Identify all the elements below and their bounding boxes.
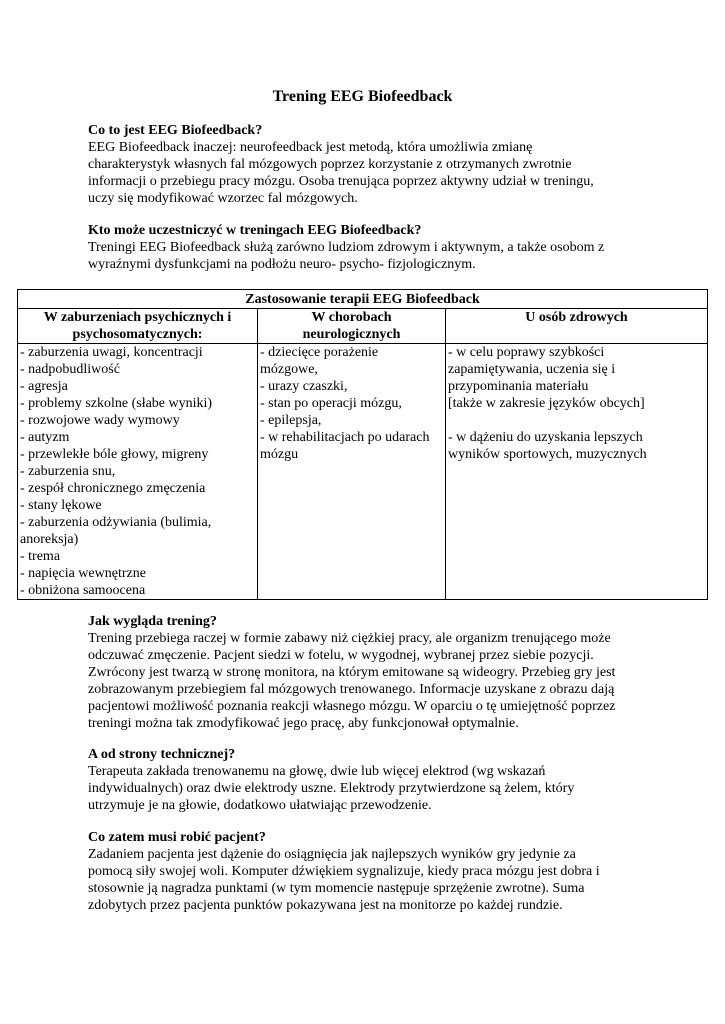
list-item: - trema <box>20 549 61 564</box>
list-item: mózgowe, <box>260 362 318 377</box>
text-line: EEG Biofeedback inaczej: neurofeedback jest metodą, która umożliwia zmianę <box>88 140 533 155</box>
text-line: Zwrócony jest twarzą w stronę monitora, na którym emitowane są wideogry. Przebieg gry jest <box>88 665 616 680</box>
list-item: [także w zakresie języków obcych] <box>448 396 645 411</box>
list-item: - w rehabilitacjach po udarach <box>260 430 430 445</box>
list-item: - rozwojowe wady wymowy <box>20 413 180 428</box>
header-line: W zaburzeniach psychicznych i <box>43 310 232 325</box>
column-header-psychological <box>18 309 258 344</box>
column-psychological <box>18 344 258 600</box>
list-item: - autyzm <box>20 430 70 445</box>
text-line: zobrazowanym przebiegiem fal mózgowych trenowanego. Informacje uzyskane z obrazu dają <box>88 682 615 697</box>
section-heading: Co to jest EEG Biofeedback? <box>88 123 263 138</box>
list-item: przypominania materiału <box>448 379 589 394</box>
list-item: - nadpobudliwość <box>20 362 120 377</box>
text-line: zdobytych przez pacjenta punktów pokazywana jest na monitorze po każdej rundzie. <box>88 898 563 913</box>
section-heading: Kto może uczestniczyć w treningach EEG Biofeedback? <box>88 223 422 238</box>
list-item: wyników sportowych, muzycznych <box>448 447 647 462</box>
page-title: Trening EEG Biofeedback <box>272 88 453 105</box>
list-item: - w dążeniu do uzyskania lepszych <box>448 430 643 445</box>
text-line: stosownie ją nagradza punktami (w tym momencie następuje sprzężenie zwrotne). Suma <box>88 881 585 896</box>
text-line: pacjentowi możliwość poznania reakcji własnego mózgu. W oparciu o tę umiejętność poprzez <box>88 699 616 714</box>
list-item: anoreksja) <box>20 532 79 547</box>
list-item: - stany lękowe <box>20 498 102 513</box>
text-line: charakterystyk własnych fal mózgowych poprzez korzystanie z otrzymanych zwrotnie <box>88 157 572 172</box>
list-item: - obniżona samoocena <box>20 583 146 598</box>
text-line: indywidualnych) oraz dwie elektrody uszne. Elektrody przytwierdzone są żelem, który <box>88 781 575 796</box>
list-item: - urazy czaszki, <box>260 379 348 394</box>
list-item: mózgu <box>260 447 299 462</box>
list-item: - stan po operacji mózgu, <box>260 396 402 411</box>
section-training <box>88 613 648 732</box>
text-line: wyraźnymi dysfunkcjami na podłożu neuro- psycho- fizjologicznym. <box>88 257 476 272</box>
list-item: - przewlekłe bóle głowy, migreny <box>20 447 209 462</box>
list-item: - zespół chronicznego zmęczenia <box>20 481 206 496</box>
text-line: utrzymuje je na głowie, dodatkowo ułatwiając przewodzenie. <box>88 798 432 813</box>
header-line: psychosomatycznych: <box>72 327 203 342</box>
list-item: - zaburzenia odżywiania (bulimia, <box>20 515 212 530</box>
text-line: Terapeuta zakłada trenowanemu na głowę, dwie lub więcej elektrod (wg wskazań <box>88 764 546 779</box>
section-heading: A od strony technicznej? <box>88 747 236 762</box>
list-item: zapamiętywania, uczenia się i <box>448 362 616 377</box>
list-item: - epilepsja, <box>260 413 322 428</box>
list-item: - agresja <box>20 379 68 394</box>
header-line: W chorobach <box>311 310 392 325</box>
list-item: - w celu poprawy szybkości <box>448 345 605 360</box>
text-line: uczy się modyfikować wzorzec fal mózgowych. <box>88 191 358 206</box>
text-line: treningi można tak zmodyfikować jego pracę, aby funkcjonował optymalnie. <box>88 716 519 731</box>
text-line: pomocą siły swojej woli. Komputer dźwiękiem sygnalizuje, kiedy praca mózgu jest dobra i <box>88 864 600 879</box>
section-heading: Co zatem musi robić pacjent? <box>88 830 266 845</box>
list-item: - zaburzenia uwagi, koncentracji <box>20 345 203 360</box>
table-caption: Zastosowanie terapii EEG Biofeedback <box>18 290 708 309</box>
section-patient <box>88 829 648 914</box>
section-technical <box>88 746 648 814</box>
applications-table <box>17 289 708 600</box>
text-line: Treningi EEG Biofeedback służą zarówno ludziom zdrowym i aktywnym, a także osobom z <box>88 240 605 255</box>
text-line: informacji o przebiegu pracy mózgu. Osoba trenująca poprzez aktywny udział w treningu, <box>88 174 594 189</box>
list-item: - napięcia wewnętrzne <box>20 566 146 581</box>
header-line: neurologicznych <box>302 327 401 342</box>
section-who-can <box>88 222 648 273</box>
text-line: Trening przebiega raczej w formie zabawy niż ciężkiej pracy, ale organizm trenującego może <box>88 631 611 646</box>
header-line: U osób zdrowych <box>525 310 628 325</box>
column-neurological <box>258 344 446 600</box>
list-item <box>448 412 705 429</box>
column-header-healthy <box>446 309 708 344</box>
column-header-neurological <box>258 309 446 344</box>
text-line: Zadaniem pacjenta jest dążenie do osiągnięcia jak najlepszych wyników gry jedynie za <box>88 847 576 862</box>
list-item: - dziecięce porażenie <box>260 345 379 360</box>
list-item: - zaburzenia snu, <box>20 464 116 479</box>
section-heading: Jak wygląda trening? <box>88 614 217 629</box>
column-healthy <box>446 344 708 600</box>
text-line: odczuwać zmęczenie. Pacjent siedzi w fotelu, w wygodnej, wybranej przez siebie pozycji. <box>88 648 594 663</box>
section-what-is <box>88 122 648 207</box>
list-item: - problemy szkolne (słabe wyniki) <box>20 396 213 411</box>
